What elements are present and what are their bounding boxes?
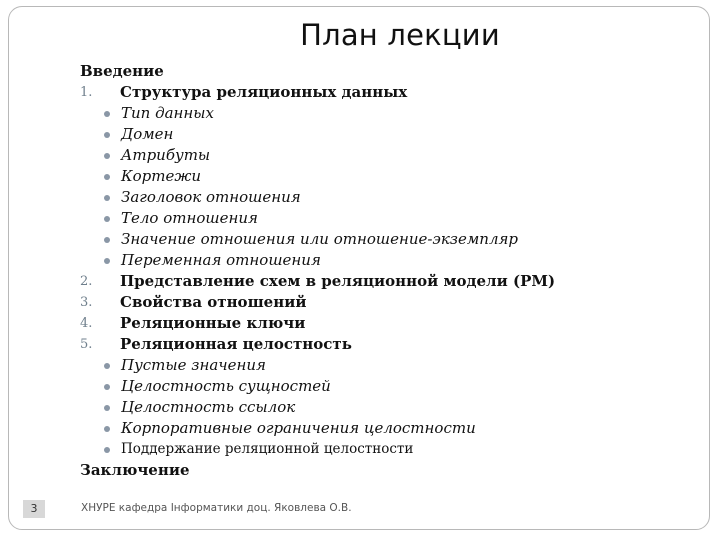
section-item	[80, 334, 680, 355]
bullet-dot-icon	[104, 363, 110, 369]
bullet-label: Пустые значения	[121, 356, 266, 374]
section-label: Свойства отношений	[120, 293, 307, 311]
bullet-dot-icon	[104, 216, 110, 222]
section-label: Представление схем в реляционной модели (РМ)	[120, 272, 556, 290]
bullet-dot-icon	[104, 174, 110, 180]
bullet-label: Домен	[121, 125, 174, 143]
bullet-item	[80, 355, 680, 376]
section-label: Реляционные ключи	[120, 314, 306, 332]
section-number: 3.	[80, 295, 93, 310]
bullet-label: Кортежи	[121, 167, 202, 185]
bullet-dot-icon	[104, 237, 110, 243]
bullet-dot-icon	[104, 384, 110, 390]
bullet-item	[80, 145, 680, 166]
bullet-item	[80, 103, 680, 124]
section-number: 2.	[80, 274, 93, 289]
section-item	[80, 271, 680, 292]
section-item	[80, 292, 680, 313]
bullet-item	[80, 418, 680, 439]
bullet-label: Тело отношения	[121, 209, 258, 227]
section-label: Структура реляционных данных	[120, 83, 408, 101]
bullet-item	[80, 208, 680, 229]
section-number: 4.	[80, 316, 93, 331]
bullet-dot-icon	[104, 153, 110, 159]
lecture-outline	[80, 61, 680, 481]
bullet-item	[80, 229, 680, 250]
section-item	[80, 82, 680, 103]
bullet-item	[80, 124, 680, 145]
bullet-label: Атрибуты	[121, 146, 211, 164]
bullet-dot-icon	[104, 447, 110, 453]
bullet-item	[80, 187, 680, 208]
bullet-item	[80, 397, 680, 418]
bullet-dot-icon	[104, 258, 110, 264]
bullet-item	[80, 250, 680, 271]
bullet-dot-icon	[104, 195, 110, 201]
bullet-label: Целостность ссылок	[121, 398, 296, 416]
page-number: 3	[23, 500, 45, 518]
bullet-label: Целостность сущностей	[121, 377, 331, 395]
section-number: 1.	[80, 85, 93, 100]
bullet-label: Заголовок отношения	[121, 188, 301, 206]
slide-footer: ХНУРЕ кафедра Інформатики доц. Яковлева О.В.	[81, 502, 352, 514]
intro-item: Введение	[80, 62, 164, 80]
bullet-dot-icon	[104, 426, 110, 432]
conclusion-item: Заключение	[80, 461, 190, 479]
bullet-label: Значение отношения или отношение-экземпляр	[121, 230, 519, 248]
section-number: 5.	[80, 337, 93, 352]
slide-title: План лекции	[300, 18, 500, 52]
bullet-dot-icon	[104, 111, 110, 117]
bullet-label: Поддержание реляционной целостности	[121, 441, 414, 457]
bullet-label: Переменная отношения	[121, 251, 321, 269]
bullet-item	[80, 439, 680, 460]
section-label: Реляционная целостность	[120, 335, 352, 353]
bullet-dot-icon	[104, 405, 110, 411]
bullet-dot-icon	[104, 132, 110, 138]
bullet-item	[80, 166, 680, 187]
bullet-label: Тип данных	[121, 104, 214, 122]
bullet-item	[80, 376, 680, 397]
section-item	[80, 313, 680, 334]
bullet-label: Корпоративные ограничения целостности	[121, 419, 476, 437]
